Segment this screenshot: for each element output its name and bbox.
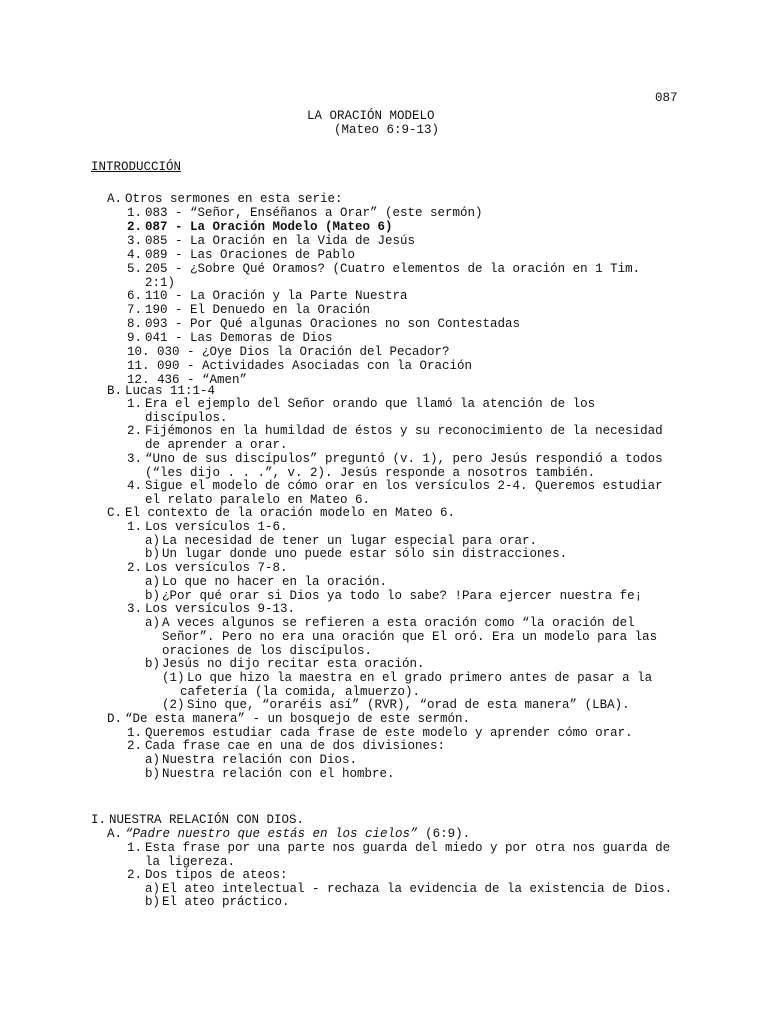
outline-b-label: B. <box>107 384 123 398</box>
outline-point-continuation: discípulos. <box>145 411 228 425</box>
section-number: I. <box>91 813 107 827</box>
sermon-list-item-current: 087 - La Oración Modelo (Mateo 6) <box>145 220 393 234</box>
list-item-number: 12. <box>127 373 150 387</box>
list-item-number: 1. <box>127 726 143 740</box>
sub-point-continuation: Señor”. Pero no era una oración que El oró. Era un modelo para las <box>162 630 658 644</box>
scripture-reference: (6:9). <box>425 827 471 841</box>
sub-point-label: a) <box>145 534 161 548</box>
document-subtitle: (Mateo 6:9-13) <box>334 123 440 137</box>
list-item-number: 7. <box>127 303 143 317</box>
sermon-list-item: 083 - “Señor, Enséñanos a Orar” (este sermón) <box>145 206 483 220</box>
list-item-number: 2. <box>127 868 143 882</box>
sermon-list-item-continuation: 2:1) <box>145 276 176 290</box>
sermon-list-item: 089 - Las Oraciones de Pablo <box>145 248 356 262</box>
list-item-number: 2. <box>127 424 143 438</box>
sub-point-label: a) <box>145 616 161 630</box>
sub-point-label: b) <box>145 589 161 603</box>
intro-heading: INTRODUCCIÓN <box>91 160 182 174</box>
list-item-number: 2. <box>127 561 143 575</box>
sub-sub-point-continuation: cafetería (la comida, almuerzo). <box>180 685 421 699</box>
list-item-number: 4. <box>127 248 143 262</box>
outline-c-text: El contexto de la oración modelo en Mateo 6. <box>125 506 456 520</box>
outline-d-text: “De esta manera” - un bosquejo de este sermón. <box>125 712 471 726</box>
outline-b-text: Lucas 11:1-4 <box>125 384 216 398</box>
outline-point: “Uno de sus discípulos” preguntó (v. 1), pero Jesús respondió a todos <box>145 452 663 466</box>
list-item-number: 1. <box>127 841 143 855</box>
outline-a-text: Otros sermones en esta serie: <box>125 192 343 206</box>
outline-point: Los versículos 7-8. <box>145 561 288 575</box>
sub-sub-point-label: (2) <box>162 698 185 712</box>
sub-point: Jesús no dijo recitar esta oración. <box>162 657 425 671</box>
sub-sub-point: Lo que hizo la maestra en el grado primero antes de pasar a la <box>187 671 653 685</box>
section-heading: NUESTRA RELACIÓN CON DIOS. <box>109 813 305 827</box>
list-item-number: 1. <box>127 206 143 220</box>
list-item-number: 3. <box>127 602 143 616</box>
outline-point-continuation: de aprender a orar. <box>145 438 288 452</box>
sub-point: Nuestra relación con el hombre. <box>162 767 395 781</box>
sermon-list-item: 085 - La Oración en la Vida de Jesús <box>145 234 416 248</box>
sermon-list-item: 030 - ¿Oye Dios la Oración del Pecador? <box>157 345 450 359</box>
sermon-list-item: 436 - “Amen” <box>157 373 248 387</box>
list-item-number: 3. <box>127 452 143 466</box>
list-item-number: 3. <box>127 234 143 248</box>
outline-point: Los versículos 1-6. <box>145 520 288 534</box>
sub-point: El ateo práctico. <box>162 895 290 909</box>
sub-point-continuation: oraciones de los discípulos. <box>162 644 373 658</box>
list-item-number: 1. <box>127 397 143 411</box>
sub-point: Nuestra relación con Dios. <box>162 753 358 767</box>
sermon-list-item: 090 - Actividades Asociadas con la Oración <box>157 359 473 373</box>
outline-d-label: D. <box>107 712 123 726</box>
outline-point: Era el ejemplo del Señor orando que llamó la atención de los <box>145 397 596 411</box>
document-title: LA ORACIÓN MODELO <box>307 109 435 123</box>
outline-point: Queremos estudiar cada frase de este modelo y aprender cómo orar. <box>145 726 633 740</box>
sub-sub-point: Sino que, “oraréis así” (RVR), “orad de esta manera” (LBA). <box>187 698 630 712</box>
sub-point-label: a) <box>145 882 161 896</box>
sermon-list-item: 205 - ¿Sobre Qué Oramos? (Cuatro elementos de la oración en 1 Tim. <box>145 262 641 276</box>
list-item-number: 1. <box>127 520 143 534</box>
sermon-list-item: 093 - Por Qué algunas Oraciones no son Contestadas <box>145 317 521 331</box>
list-item-number: 4. <box>127 479 143 493</box>
sub-point-label: a) <box>145 753 161 767</box>
sub-point: ¿Por qué orar si Dios ya todo lo sabe? !Para ejercer nuestra fe¡ <box>162 589 643 603</box>
scripture-quote: “Padre nuestro que estás en los cielos” <box>125 827 418 841</box>
outline-point: Dos tipos de ateos: <box>145 868 288 882</box>
sub-sub-point-label: (1) <box>162 671 185 685</box>
list-item-number: 9. <box>127 331 143 345</box>
list-item-number: 2. <box>127 220 143 234</box>
list-item-number: 5. <box>127 262 143 276</box>
outline-a-label: A. <box>107 192 123 206</box>
sub-point-label: b) <box>145 657 161 671</box>
outline-point: Los versículos 9-13. <box>145 602 296 616</box>
sub-point: La necesidad de tener un lugar especial para orar. <box>162 534 538 548</box>
list-item-number: 8. <box>127 317 143 331</box>
sub-point: El ateo intelectual - rechaza la evidencia de la existencia de Dios. <box>162 882 673 896</box>
sub-point: Un lugar donde uno puede estar sólo sin distracciones. <box>162 547 568 561</box>
outline-point-continuation: el relato paralelo en Mateo 6. <box>145 493 371 507</box>
sub-point-label: b) <box>145 767 161 781</box>
list-item-number: 2. <box>127 739 143 753</box>
sub-point: A veces algunos se refieren a esta oración como “la oración del <box>162 616 635 630</box>
outline-c-label: C. <box>107 506 123 520</box>
outline-point: Esta frase por una parte nos guarda del miedo y por otra nos guarda de <box>145 841 671 855</box>
sermon-list-item: 110 - La Oración y la Parte Nuestra <box>145 289 408 303</box>
outline-point: Cada frase cae en una de dos divisiones: <box>145 739 446 753</box>
sub-point: Lo que no hacer en la oración. <box>162 575 388 589</box>
outline-point: Sigue el modelo de cómo orar en los versículos 2-4. Queremos estudiar <box>145 479 663 493</box>
outline-point-continuation: (“les dijo . . .”, v. 2). Jesús responde a nosotros también. <box>145 466 596 480</box>
scripture-line <box>125 827 470 841</box>
sub-point-label: b) <box>145 547 161 561</box>
outline-point-continuation: la ligereza. <box>145 855 236 869</box>
outline-a-label: A. <box>107 827 123 841</box>
page-number: 087 <box>655 91 678 105</box>
list-item-number: 11. <box>127 359 150 373</box>
outline-point: Fijémonos en la humildad de éstos y su reconocimiento de la necesidad <box>145 424 663 438</box>
sermon-list-item: 190 - El Denuedo en la Oración <box>145 303 371 317</box>
list-item-number: 10. <box>127 345 150 359</box>
sub-point-label: b) <box>145 895 161 909</box>
sub-point-label: a) <box>145 575 161 589</box>
sermon-list-item: 041 - Las Demoras de Dios <box>145 331 333 345</box>
list-item-number: 6. <box>127 289 143 303</box>
